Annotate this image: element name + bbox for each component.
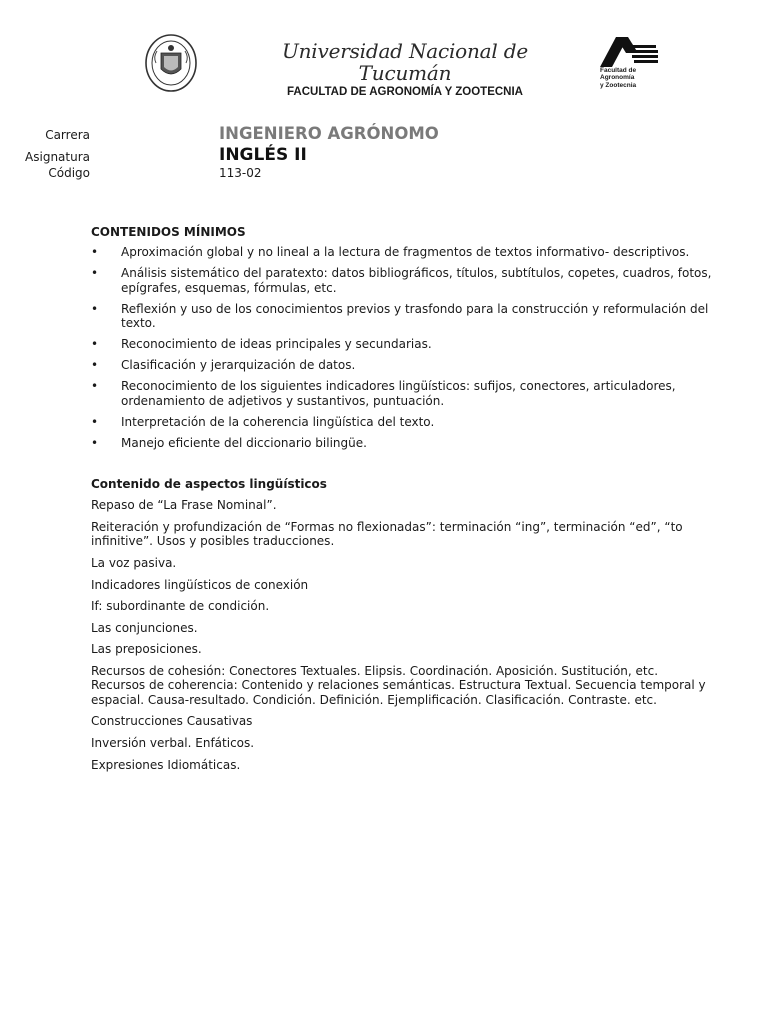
- asignatura-value: INGLÉS II: [219, 145, 307, 165]
- content-paragraph: Las conjunciones.: [91, 620, 198, 635]
- bullet-icon: •: [91, 435, 99, 450]
- bullet-icon: •: [91, 301, 99, 316]
- content-paragraph: Indicadores lingüísticos de conexión: [91, 577, 309, 592]
- university-name: Universidad Nacional de Tucumán: [281, 39, 529, 85]
- list-item: [91, 245, 714, 259]
- list-item: [91, 266, 714, 295]
- content-paragraph: Reiteración y profundización de “Formas no flexionadas”: terminación “ing”, terminación “ed”, “to infinitive”. Usos y posibles traducciones.: [91, 520, 683, 549]
- faculty-logo-icon: [598, 33, 662, 69]
- university-seal-icon: [144, 33, 198, 93]
- carrera-label: Carrera: [45, 128, 90, 142]
- aspectos-linguisticos-list: [91, 498, 714, 772]
- list-item-text: Reflexión y uso de los conocimientos previos y trasfondo para la construcción y reformulación del texto.: [121, 301, 709, 331]
- content-paragraph: Las preposiciones.: [91, 642, 202, 657]
- bullet-icon: •: [91, 245, 99, 260]
- list-item-text: Reconocimiento de los siguientes indicadores lingüísticos: sufijos, conectores, articuladores, ordenamiento de adjetivos y sustantivos, puntuación.: [121, 379, 676, 408]
- content-paragraph: Inversión verbal. Enfáticos.: [91, 736, 255, 750]
- list-item-text: Clasificación y jerarquización de datos.: [121, 358, 356, 373]
- document-body: [91, 225, 714, 779]
- content-paragraph: If: subordinante de condición.: [91, 599, 270, 614]
- list-item-text: Reconocimiento de ideas principales y secundarias.: [121, 337, 432, 352]
- content-paragraph: Repaso de “La Frase Nominal”.: [91, 498, 277, 513]
- faculty-name: FACULTAD DE AGRONOMÍA Y ZOOTECNIA: [287, 86, 523, 98]
- faculty-logo-text: Facultad de Agronomía y Zootecnia: [600, 67, 637, 89]
- bullet-icon: •: [91, 266, 99, 281]
- bullet-icon: •: [91, 358, 99, 373]
- list-item: [91, 379, 714, 408]
- list-item-text: Interpretación de la coherencia lingüística del texto.: [121, 414, 435, 429]
- list-item: [91, 358, 714, 372]
- list-item: [91, 436, 714, 450]
- list-item: [91, 302, 714, 331]
- content-paragraph: La voz pasiva.: [91, 556, 177, 571]
- bullet-icon: •: [91, 379, 99, 394]
- content-paragraph: Construcciones Causativas: [91, 714, 253, 729]
- contenidos-minimos-heading: CONTENIDOS MÍNIMOS: [91, 225, 246, 239]
- aspectos-linguisticos-heading: Contenido de aspectos lingüísticos: [91, 477, 327, 492]
- list-item-text: Análisis sistemático del paratexto: datos bibliográficos, títulos, subtítulos, copetes, cuadros, fotos, epígrafes, esquemas, fórmulas, etc.: [121, 266, 712, 295]
- contenidos-minimos-list: [91, 245, 714, 450]
- content-paragraph: Recursos de cohesión: Conectores Textuales. Elipsis. Coordinación. Aposición. Sustitución, etc. Recursos de coherencia: Contenido y relaciones semánticas. Estructura Textual. Secuencia temporal y espacial. Causa-resultado. Condición. Definición. Ejemplificación. Clasificación. Contraste. etc.: [91, 664, 706, 707]
- asignatura-label: Asignatura: [25, 150, 90, 164]
- list-item-text: Manejo eficiente del diccionario bilingüe.: [121, 435, 367, 450]
- carrera-value: INGENIERO AGRÓNOMO: [219, 124, 439, 143]
- codigo-label: Código: [48, 166, 90, 180]
- bullet-icon: •: [91, 337, 99, 352]
- bullet-icon: •: [91, 414, 99, 429]
- list-item: [91, 415, 714, 429]
- content-paragraph: Expresiones Idiomáticas.: [91, 757, 241, 772]
- header-title-block: [255, 40, 555, 99]
- list-item: [91, 337, 714, 351]
- codigo-value: 113-02: [219, 166, 262, 180]
- list-item-text: Aproximación global y no lineal a la lectura de fragmentos de textos informativo- descriptivos.: [121, 245, 690, 260]
